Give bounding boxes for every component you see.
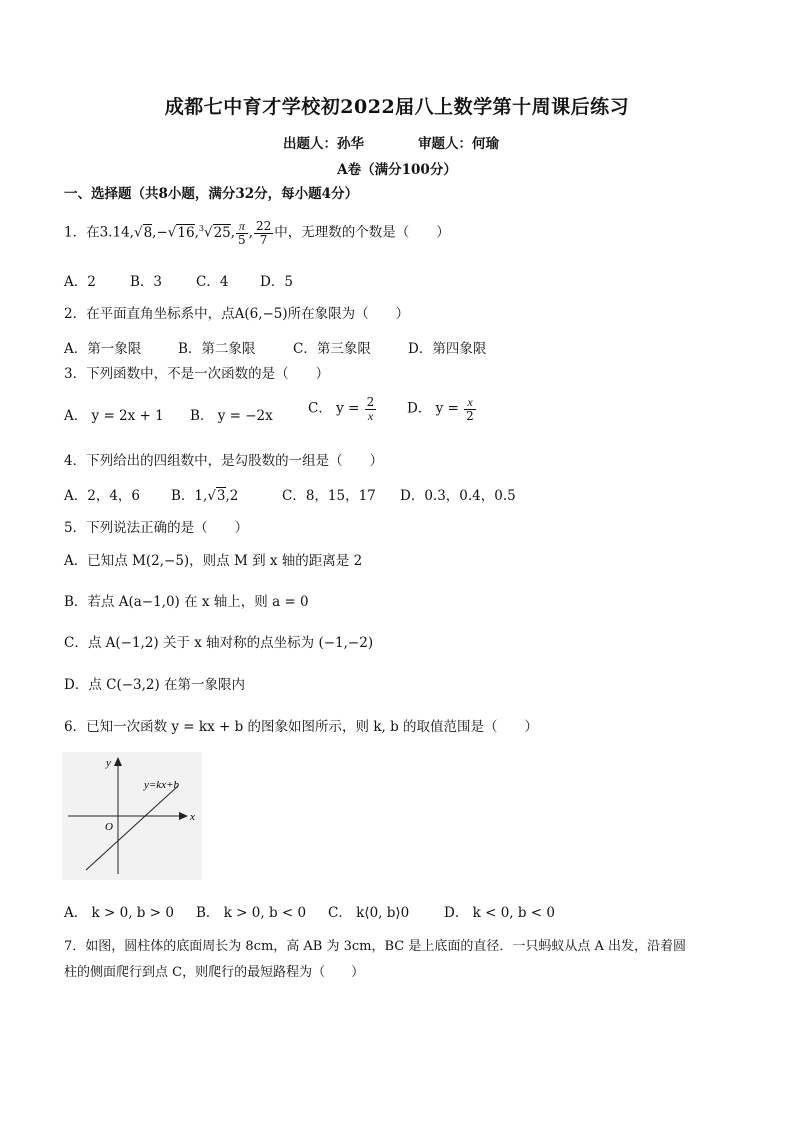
q3-c-fraction — [365, 396, 377, 422]
author-label: 出题人：孙华 — [283, 136, 364, 152]
q1-option-a: A．2 — [64, 274, 96, 290]
q2-option-d: D．第四象限 — [408, 341, 487, 357]
sqrt-sign: √ — [207, 488, 216, 504]
q4-option-d: D．0.3，0.4，0.5 — [400, 488, 516, 504]
q2-option-a: A．第一象限 — [64, 341, 142, 357]
frac-num: 22 — [255, 219, 272, 233]
q1-fraction-pi — [236, 220, 248, 246]
q1-sep: , — [248, 224, 253, 241]
q2-option-c: C．第三象限 — [293, 341, 371, 357]
q6-linear-function-graph — [62, 752, 202, 880]
q3-option-c — [308, 396, 377, 422]
q1-num: 3.14, — [99, 224, 134, 241]
question-4: 4．下列给出的四组数中，是勾股数的一组是（ ） — [64, 453, 384, 469]
q1-fraction-22-7 — [254, 220, 273, 246]
question-7-line-1: 7．如图，圆柱体的底面周长为 8cm，高 AB 为 3cm，BC 是上底面的直径．一只蚂蚁从点 A 出发，沿着圆 — [64, 939, 687, 954]
q5-option-c: C．点 A(−1,2) 关于 x 轴对称的点坐标为 (−1,−2) — [64, 635, 374, 651]
question-2: 2．在平面直角坐标系中，点A(6,−5)所在象限为（ ） — [64, 306, 410, 322]
q1-option-b: B．3 — [130, 274, 163, 290]
q2-option-b: B．第二象限 — [178, 341, 256, 357]
question-5: 5．下列说法正确的是（ ） — [64, 520, 249, 536]
q6-option-a: A． k > 0, b > 0 — [64, 905, 174, 921]
q4-b-prefix: B．1, — [171, 488, 208, 504]
section-heading: A卷（满分100分） — [337, 162, 457, 178]
q1-option-d: D．5 — [260, 274, 293, 290]
q5-option-a: A．已知点 M(2,−5)，则点 M 到 x 轴的距离是 2 — [64, 553, 363, 569]
sqrt-sign: √ — [167, 224, 177, 241]
q5-option-b: B．若点 A(a−1,0) 在 x 轴上，则 a = 0 — [64, 594, 309, 610]
q3-option-b: B． y = −2x — [190, 408, 273, 424]
reviewer-label: 审题人：何瑜 — [418, 136, 499, 152]
q5-option-d: D．点 C(−3,2) 在第一象限内 — [64, 677, 246, 693]
part-heading: 一、选择题（共8小题，满分32分，每小题4分） — [64, 186, 359, 202]
question-6: 6．已知一次函数 y = kx + b 的图象如图所示，则 k, b 的取值范围是（ ） — [64, 719, 539, 735]
frac-num: x — [464, 396, 476, 410]
q1-sep: ,− — [152, 224, 168, 241]
sqrt-sign: √ — [203, 224, 213, 241]
question-3: 3．下列函数中，不是一次函数的是（ ） — [64, 366, 330, 382]
q1-suffix: 中，无理数的个数是（ ） — [274, 224, 450, 241]
q6-option-c: C． k⟨0, b⟩0 — [328, 905, 410, 921]
q4-b-sqrt: 3 — [216, 488, 226, 504]
sqrt-sign: √ — [133, 224, 143, 241]
q3-option-a: A． y = 2x + 1 — [64, 408, 164, 424]
line-equation-label: y=kx+b — [144, 779, 179, 791]
y-axis-label: y — [106, 757, 111, 769]
question-7-line-2: 柱的侧面爬行到点 C，则爬行的最短路程为（ ） — [64, 965, 365, 980]
q4-option-a: A．2，4，6 — [64, 488, 141, 504]
frac-den: 2 — [466, 408, 474, 423]
q1-prefix: 1．在 — [64, 224, 100, 241]
q3-c-prefix: C． y = — [308, 400, 360, 417]
q4-option-c: C．8，15，17 — [282, 488, 376, 504]
frac-num: 2 — [366, 395, 375, 409]
frac-den: x — [367, 408, 374, 423]
q4-option-b — [171, 484, 238, 504]
q3-d-fraction — [464, 396, 476, 422]
q6-option-d: D． k < 0, b < 0 — [444, 905, 555, 921]
frac-num: π — [236, 220, 248, 234]
q3-option-d — [407, 396, 477, 422]
origin-label: O — [105, 821, 113, 833]
frac-den: 5 — [238, 232, 246, 247]
q1-sep: , — [194, 224, 199, 241]
x-axis-label: x — [190, 811, 195, 823]
q6-option-b: B． k > 0, b < 0 — [196, 905, 307, 921]
q3-d-prefix: D． y = — [407, 400, 459, 417]
q1-sqrt-b: 16 — [177, 224, 195, 241]
page-title: 成都七中育才学校初2022届八上数学第十周课后练习 — [164, 96, 630, 118]
q1-sep: , — [230, 224, 236, 241]
q1-cube-index: 3 — [198, 224, 204, 234]
q1-sqrt-a: 8 — [143, 224, 153, 241]
question-1 — [64, 220, 450, 246]
frac-den: 7 — [259, 232, 268, 247]
q1-sqrt-c: 25 — [213, 224, 231, 241]
q1-option-c: C．4 — [196, 274, 229, 290]
q4-b-suffix: ,2 — [225, 488, 239, 504]
